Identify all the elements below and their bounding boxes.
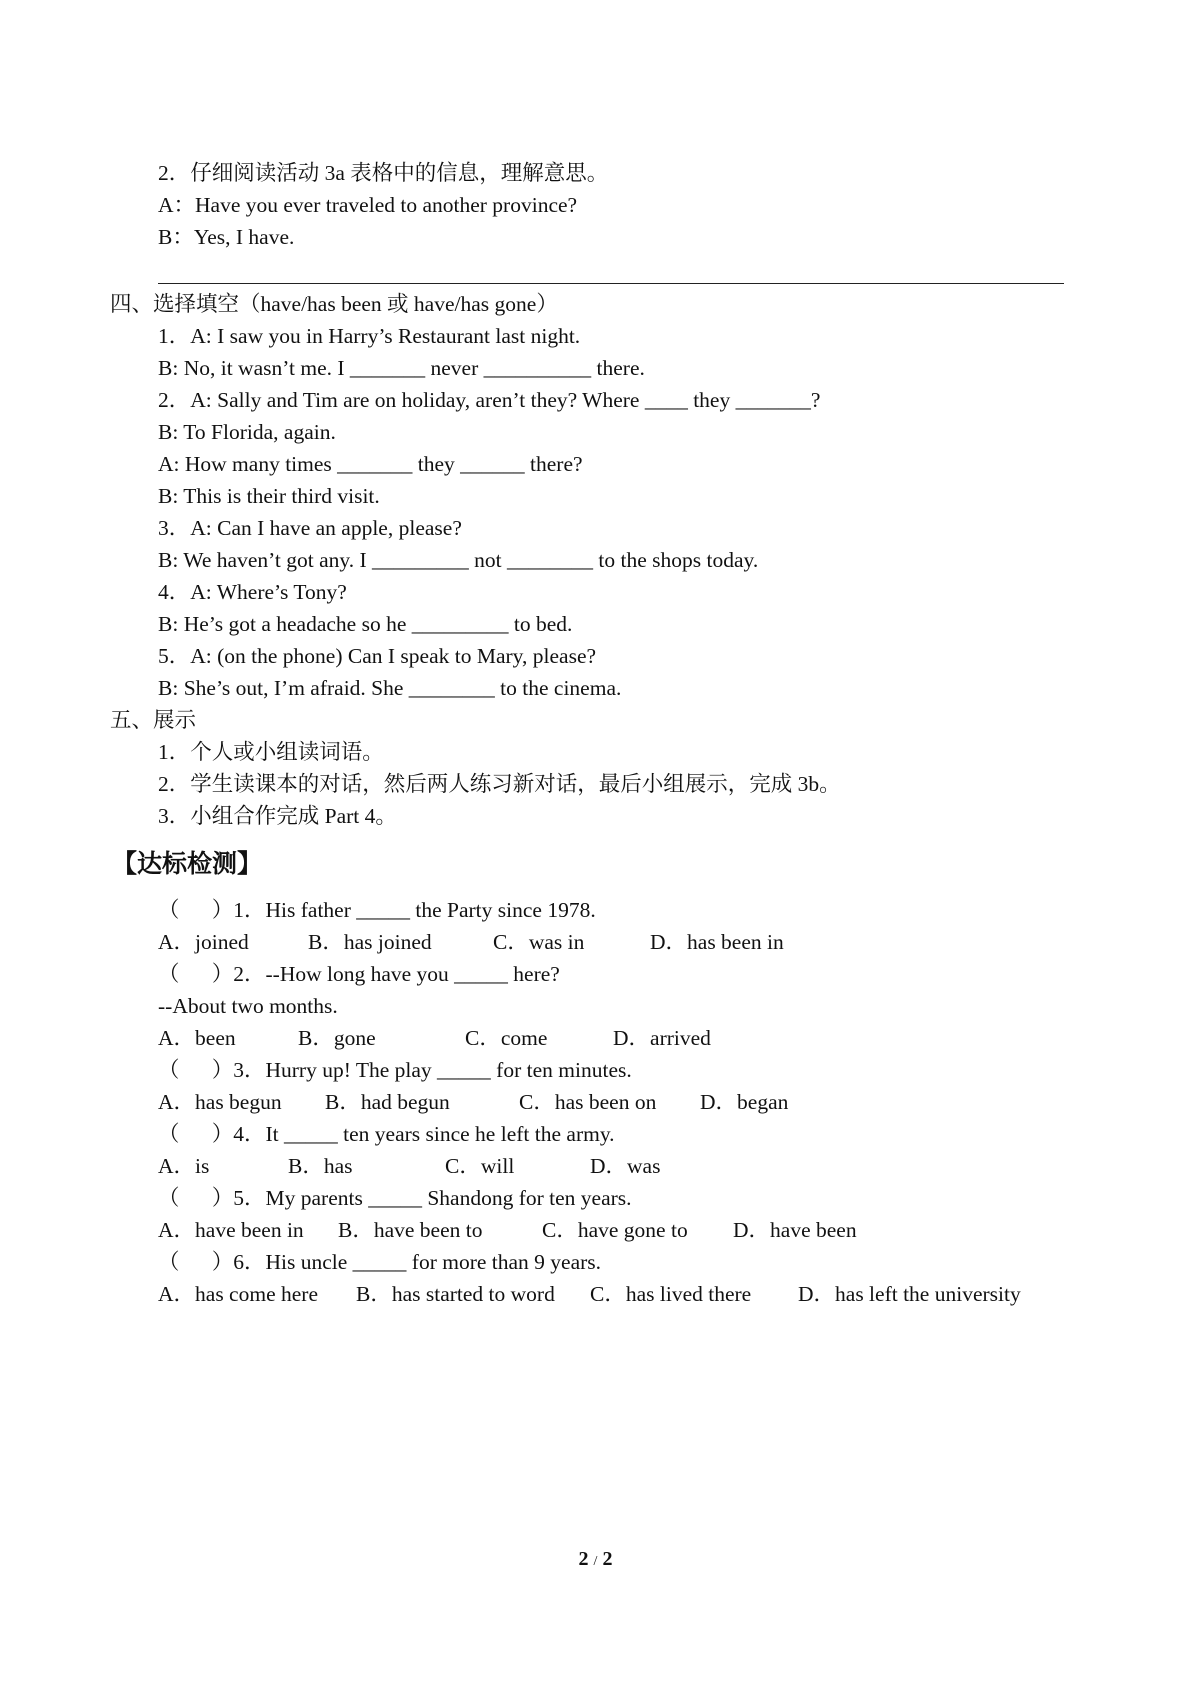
section-4-line: B: This is their third visit. (158, 484, 380, 508)
option-b: B．gone (298, 1026, 376, 1050)
question-2-stem: （ ）2．--How long have you _____ here? (158, 962, 560, 986)
section-4-line: 5．A: (on the phone) Can I speak to Mary, please? (158, 644, 597, 668)
section-4-line: B: She’s out, I’m afraid. She ________ to the cinema. (158, 676, 622, 700)
question-6-options (158, 1278, 1021, 1470)
option-b: B．has started to word (356, 1282, 555, 1306)
page-total: 2 (602, 1548, 613, 1570)
option-a: A．been (158, 1026, 236, 1050)
section-4-line: B: To Florida, again. (158, 420, 336, 444)
option-d: D．have been (733, 1218, 857, 1242)
intro-line-a: A：Have you ever traveled to another province? (158, 193, 578, 217)
option-c: C．was in (493, 930, 585, 954)
question-3-stem: （ ）3．Hurry up! The play _____ for ten minutes. (158, 1058, 632, 1082)
section-5-title: 五、展示 (110, 708, 197, 732)
option-b: B．has (288, 1154, 353, 1178)
intro-line-b: B：Yes, I have. (158, 225, 295, 249)
option-a: A．have been in (158, 1218, 304, 1242)
question-2-extra: --About two months. (158, 994, 338, 1018)
section-4-line: B: We haven’t got any. I _________ not ________ to the shops today. (158, 548, 759, 572)
answer-rule (158, 283, 1064, 284)
section-4-line: 1．A: I saw you in Harry’s Restaurant last night. (158, 324, 581, 348)
option-a: A．joined (158, 930, 249, 954)
option-a: A．has begun (158, 1090, 282, 1114)
section-4-title: 四、选择填空（have/has been 或 have/has gone） (110, 292, 558, 316)
question-4-stem: （ ）4．It _____ ten years since he left the army. (158, 1122, 615, 1146)
section-4-line: 4．A: Where’s Tony? (158, 580, 347, 604)
section-4-line: B: No, it wasn’t me. I _______ never __________ there. (158, 356, 645, 380)
option-c: C．will (445, 1154, 515, 1178)
page-number (0, 1548, 1191, 1571)
option-d: D．has been in (650, 930, 784, 954)
section-5-line: 1．个人或小组读词语。 (158, 740, 384, 764)
option-d: D．has left the university (798, 1282, 1021, 1306)
section-5-line: 3．小组合作完成 Part 4。 (158, 804, 397, 828)
intro-item-2: 2．仔细阅读活动 3a 表格中的信息，理解意思。 (158, 161, 609, 185)
section-4-line: A: How many times _______ they ______ there? (158, 452, 583, 476)
section-4-line: 2．A: Sally and Tim are on holiday, aren’t they? Where ____ they _______? (158, 388, 821, 412)
section-4-line: 3．A: Can I have an apple, please? (158, 516, 462, 540)
page-current: 2 (578, 1548, 589, 1570)
option-b: B．has joined (308, 930, 432, 954)
option-c: C．have gone to (542, 1218, 688, 1242)
option-a: A．is (158, 1154, 210, 1178)
option-d: D．arrived (613, 1026, 711, 1050)
question-5-stem: （ ）5．My parents _____ Shandong for ten years. (158, 1186, 632, 1210)
option-c: C．come (465, 1026, 548, 1050)
option-b: B．have been to (338, 1218, 483, 1242)
test-heading: 【达标检测】 (112, 849, 263, 878)
section-5-line: 2．学生读课本的对话，然后两人练习新对话，最后小组展示，完成 3b。 (158, 772, 841, 796)
question-6-stem: （ ）6．His uncle _____ for more than 9 years. (158, 1250, 602, 1274)
question-1-stem: （ ）1．His father _____ the Party since 1978. (158, 898, 596, 922)
section-4-line: B: He’s got a headache so he _________ to bed. (158, 612, 573, 636)
option-c: C．has been on (519, 1090, 657, 1114)
page-separator: / (593, 1554, 598, 1569)
option-d: D．began (700, 1090, 789, 1114)
option-b: B．had begun (325, 1090, 450, 1114)
option-a: A．has come here (158, 1282, 318, 1306)
option-c: C．has lived there (590, 1282, 752, 1306)
option-d: D．was (590, 1154, 661, 1178)
